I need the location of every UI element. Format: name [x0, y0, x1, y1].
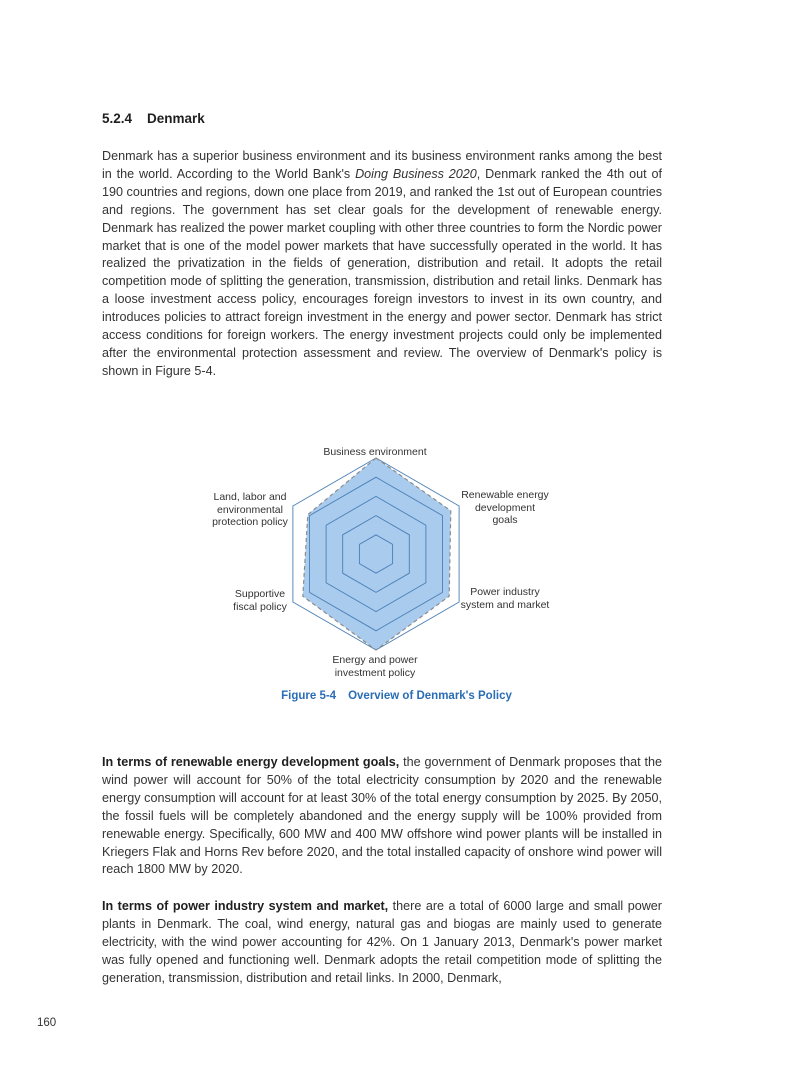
intro-text-1: Denmark has a superior business environment and its business environment ranks among the best in the world. According to the World Bank's [102, 149, 662, 181]
market-text: there are a total of 6000 large and small power plants in Denmark. The coal, wind energy, natural gas and biogas are mainly used to generate electricity, with the wind power accounting for 42%. On 1 January 2013, Denmark's power market was fully opened and functioning well. Denmark adopts the retail competition mode of splitting the generation, transmission, distribution and retail links. In 2000, Denmark, [102, 899, 662, 985]
renewable-lead: In terms of renewable energy development goals, [102, 755, 400, 769]
market-paragraph [102, 898, 662, 988]
radar-chart [190, 440, 570, 685]
renewable-text: the government of Denmark proposes that the wind power will account for 50% of the total electricity consumption by 2020 and the renewable energy consumption will account for at least 30% of the total energy consumption by 2025. By 2050, the fossil fuels will be completely abandoned and the energy supply will be 100% provided from renewable energy. Specifically, 600 MW and 400 MW offshore wind power plants will be installed in Kriegers Flak and Horns Rev before 2020, and the total installed capacity of onshore wind power will reach 1800 MW by 2020. [102, 755, 662, 877]
section-heading [102, 111, 205, 126]
page-number: 160 [37, 1017, 57, 1029]
market-lead: In terms of power industry system and market, [102, 899, 389, 913]
figure-number: Figure 5-4 [281, 690, 337, 702]
series-area [303, 458, 451, 650]
intro-text-2: , Denmark ranked the 4th out of 190 countries and regions, down one place from 2019, and ranked the 1st out of European countries and regions. The government has set clear goals for the development of renewable energy. Denmark has realized the power market coupling with other three countries to form the Nordic power market that is one of the model power markets that have successfully operated in the world. It has realized the privatization in the fields of generation, distribution and retail. It adopts the retail competition mode of splitting the generation, transmission, distribution and retail links. Denmark has a loose investment access policy, encourages foreign investors to invest in its own country, and introduces policies to attract foreign investment in the energy and power sector. Denmark has strict access conditions for foreign workers. The energy investment projects could only be implemented after the environmental protection assessment and review. The overview of Denmark's policy is shown in Figure 5-4. [102, 166, 662, 378]
section-title: Denmark [147, 111, 205, 126]
section-number: 5.2.4 [102, 111, 133, 126]
axis-label-renewable-goals: Renewable energy development goals [461, 489, 549, 526]
report-title: Doing Business 2020 [355, 166, 477, 181]
renewable-paragraph [102, 754, 662, 879]
radar-chart-svg [190, 440, 570, 685]
intro-paragraph [102, 148, 662, 381]
figure-caption [0, 690, 793, 702]
axis-label-land-labor: Land, labor and environmental protection policy [212, 491, 288, 528]
axis-label-fiscal-policy: Supportive fiscal policy [233, 588, 287, 613]
axis-label-business-environment: Business environment [323, 446, 427, 458]
axis-label-investment-policy: Energy and power investment policy [332, 654, 418, 679]
figure-title: Overview of Denmark's Policy [348, 690, 512, 702]
axis-label-power-market: Power industry system and market [460, 586, 550, 611]
